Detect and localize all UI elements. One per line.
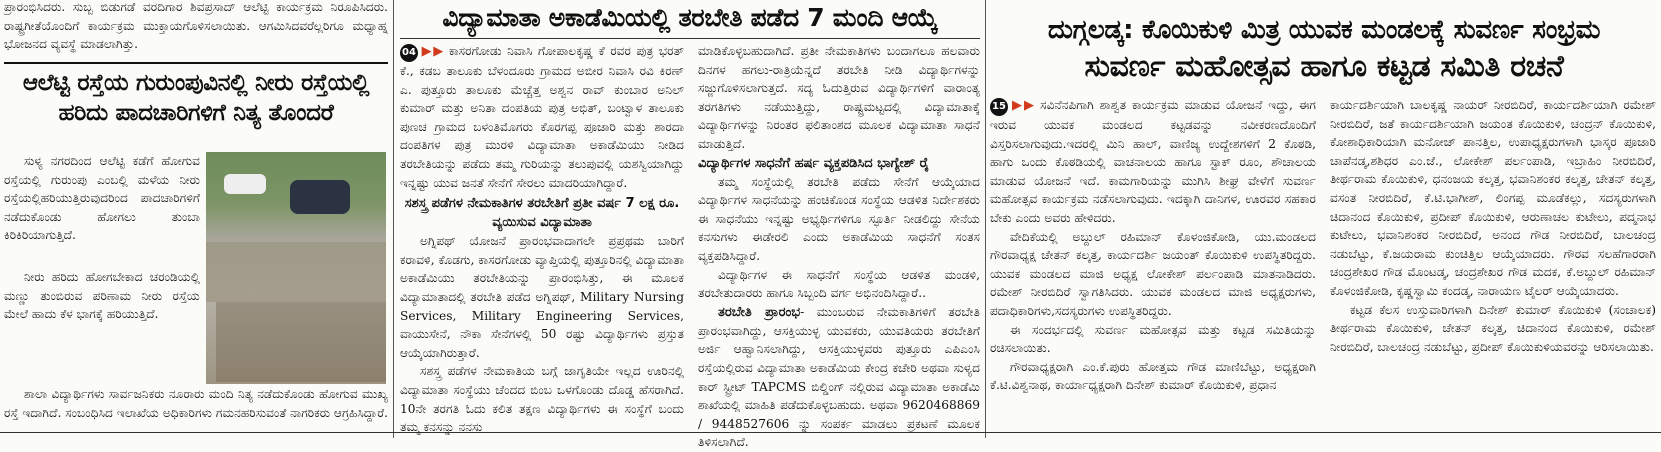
headline-underline bbox=[400, 38, 980, 39]
story-text: ಸಶಸ್ತ್ರ ಪಡೆಗಳ ನೇಮಕಾತಿಯ ಬಗ್ಗೆ ಜಾಗೃತಿಯೇ ಇಲ್ಲದ ಊರಿನಲ್ಲಿ ವಿದ್ಯಾಮಾತಾ ಸಂಸ್ಥೆಯು ಚೆಂದದ ಬಿಂಬ ಒಳಗೊಂಡು ದೊಡ್ಡ ಹೆಸರಾಗಿದೆ. 10ನೇ ತರಗತಿ ಓದು ಕಲಿತ ತಕ್ಷಣ ವಿದ್ಯಾರ್ಥಿಗಳು ಈ ಸಂಸ್ಥೆಗೆ ಬಂದು ತಮ್ಮ ಕನಸನ್ನು ನನಸು bbox=[400, 364, 684, 435]
column-middle bbox=[400, 0, 980, 450]
headline-line: ಹರಿದು ಪಾದಚಾರಿಗಳಿಗೆ ನಿತ್ಯ ತೊಂದರೆ bbox=[58, 100, 334, 127]
story-text: ಕಾರ್ಯದರ್ಶಿಯಾಗಿ ಬಾಲಕೃಷ್ಣ ನಾಯರ್ ನೀರಬಿದಿರೆ, ಕಾರ್ಯದರ್ಶಿಯಾಗಿ ರಮೇಶ್ ನೀರಬಿದಿರೆ, ಜತೆ ಕಾರ್ಯದರ್ಶಿಯಾಗಿ ಜಯಂತ ಕೊಯಿಕುಳಿ, ಚಂದ್ರನ್ ಕೊಯಿಕುಳಿ, ಕೋಶಾಧಿಕಾರಿಯಾಗಿ ಮನೋಜ್ ಪಾನತ್ತಿಲ, ಉಪಾಧ್ಯಕ್ಷರುಗಳಾಗಿ ಭಾಸ್ಕರ ಪೂಜಾರಿ ಚಾಪೆನಡ್ಕ,ಶಶಿಧರ ಎಂ.ಜೆ., ಲೋಕೇಶ್ ಪರ್ಲಂಪಾಡಿ, ಇಬ್ರಾಹಿಂ ನೀರಬಿದಿರೆ, ತೀರ್ಥರಾಮ ಕೊಯಿಕುಳಿ, ಧನಂಜಯ ಕಲ್ಕತ್ತ, ಭವಾನಿಶಂಕರ ಕಲ್ಕತ್ತ, ಚೇತನ್ ಕಲ್ಕತ್ತ, ವಸಂತ ನೀರಬಿದಿರೆ, ಕೆ.ಟಿ.ಭಾಗೀಶ್, ಲಿಂಗಪ್ಪ ಮೂಡೆಕಲ್ಲು, ಸದಸ್ಯರುಗಳಾಗಿ ಚಿದಾನಂದ ಕೊಯಿಕುಳಿ, ಪ್ರದೀಪ್ ಕೊಯಿಕುಳಿ, ಆರುಣಾಚಲ ಕುಟೇಲು, ಪದ್ಮನಾಭ ಕುಟೇಲು, ಭವಾನಿಶಂಕರ ನೀರಬಿದಿರೆ, ಅನಂದ ಗೌಡ ನೀರಬಿದಿರೆ, ಬಾಲಚಂದ್ರ ನಡುಬೆಟ್ಟು, ಕೆ.ಜಯರಾಮ ಕುಂಚಿತ್ತಿಲ ಆಯ್ಕೆಯಾದರು. ಗೌರವ ಸಲಹೆಗಾರರಾಗಿ ಚಂದ್ರಶೇಖರ ಗೌಡ ಮೊಂಟಡ್ಕ, ಚಂದ್ರಶೇಖರ ಗೌಡ ಮದಕ, ಕೆ.ಅಬ್ದುಲ್ ರಹಿಮಾನ್ ಕೊಳಂಜಿಕೋಡಿ, ಕೃಷ್ಣಸ್ವಾಮಿ ಕಂದಡ್ಕ, ನಾರಾಯಣ ಟೈಲರ್ ಆಯ್ಕೆಯಾದರು. bbox=[1330, 98, 1656, 298]
car-dark bbox=[290, 180, 350, 214]
arrow-marker-icon: ▶▶ bbox=[420, 44, 445, 59]
story-text: ಸುಳ್ಯ ನಗರದಿಂದ ಆಲೆಟ್ಟಿ ಕಡೆಗೆ ಹೋಗುವ ರಸ್ತೆಯಲ್ಲಿ ಗುರುಂಪು ಎಂಬಲ್ಲಿ ಮಳೆಯ ನೀರು ರಸ್ತೆಯಲ್ಲಿಹರಿಯುತ್ತಿರುವುದರಿಂದ ಪಾದಚಾರಿಗಳಿಗೆ ನಡೆದುಕೊಂಡು ಹೋಗಲು ತುಂಬಾ ಕಿರಿಕಿರಿಯಾಗುತ್ತಿದೆ. bbox=[4, 154, 200, 243]
section-subhead: ವಿದ್ಯಾರ್ಥಿಗಳ ಸಾಧನೆಗೆ ಹರ್ಷ ವ್ಯಕ್ತಪಡಿಸಿದ ಭಾಗ್ಯೇಶ್ ರೈ bbox=[698, 155, 930, 171]
inline-subhead: ತರಬೇತಿ ಪ್ರಾರಂಭ bbox=[718, 304, 801, 320]
article-left-column bbox=[990, 96, 1316, 395]
lead-text: ಕಾಸರಗೋಡು ನಿವಾಸಿ ಗೋಪಾಲಕೃಷ್ಣ ಕೆ ರವರ ಪುತ್ರ ಭರತ್ ಕೆ., ಕಡಬ ತಾಲೂಕು ಬೆಳಂದೂರು ಗ್ರಾಮದ ಅಬೀರ ನಿವಾಸಿ ರವಿ ಕಿರಣ್ ಎ. ಪುತ್ತೂರು ತಾಲೂಕು ಮೆಚ್ಚೆತ್ತ ಅಶ್ವನ ರಾವ್ ಕುಂಬಾರ ಅನಿಲ್ ಕುಮಾರ್ ಮತ್ತು ಅನಿತಾ ದಂಪತಿಯ ಪುತ್ರ ಅಭಿತ್, ಬಂಟ್ವಾಳ ತಾಲೂಕು ಪುಣಚ ಗ್ರಾಮದ ಬಳಂತಿಮೊಗರು ಕೊರಗಪ್ಪ ಪೂಜಾರಿ ಮತ್ತು ಶಾರದಾ ದಂಪತಿಗಳ ಪುತ್ರ ಮುರಳಿ ವಿದ್ಯಾಮಾತಾ ಅಕಾಡೆಮಿಯು ನೀಡಿದ ತರಬೇತಿಯನ್ನು ಪಡೆದು ತಮ್ಮ ಗುರಿಯನ್ನು ತಲುಪುವಲ್ಲಿ ಯಶಸ್ವಿಯಾಗಿದ್ದು ಇನ್ನಷ್ಟು ಯುವ ಜನತೆ ಸೇನೆಗೆ ಸೇರಲು ಮಾದರಿಯಾಗಿದ್ದಾರೆ. bbox=[400, 44, 684, 190]
story-text: ಶಾಲಾ ವಿದ್ಯಾರ್ಥಿಗಳು ಸಾರ್ವಜನಿಕರು ನೂರಾರು ಮಂದಿ ನಿತ್ಯ ನಡೆದುಕೊಂಡು ಹೋಗುವ ಮುಖ್ಯ ರಸ್ತೆ ಇದಾಗಿದೆ. ಸಂಬಂಧಿಸಿದ ಇಲಾಖೆಯ ಅಧಿಕಾರಿಗಳು ಗಮನಹರಿಸುವಂತೆ ನಾಗರಿಕರು ಆಗ್ರಹಿಸಿದ್ದಾರೆ. bbox=[4, 387, 389, 420]
story-text: ಕಟ್ಟಡ ಕೆಲಸ ಉಸ್ತುವಾರಿಗಳಾಗಿ ದಿನೇಶ್ ಕುಮಾರ್ ಕೊಯಿಕುಳಿ (ಸಂಚಾಲಕ) ತೀರ್ಥರಾಮ ಕೊಯಿಕುಳಿ, ಚೇತನ್ ಕಲ್ಕತ್ತ, ಚಿದಾನಂದ ಕೊಯಿಕುಳಿ, ರಮೇಶ್ ನೀರಬಿದಿರೆ, ಬಾಲಚಂದ್ರ ನಡುಬೆಟ್ಟು, ಪ್ರದೀಪ್ ಕೊಯಿಕುಳಿಯವರನ್ನು ಆರಿಸಲಾಯಿತು. bbox=[1330, 302, 1656, 354]
article-left-column bbox=[400, 42, 684, 437]
story-headline bbox=[4, 70, 388, 127]
story-text: ತಮ್ಮ ಸಂಸ್ಥೆಯಲ್ಲಿ ತರಬೇತಿ ಪಡೆದು ಸೇನೆಗೆ ಆಯ್ಕೆಯಾದ ವಿದ್ಯಾರ್ಥಿಗಳ ಸಾಧನೆಯನ್ನು ಹಂಚಿಕೊಂಡ ಸಂಸ್ಥೆಯ ಆಡಳಿತ ನಿರ್ದೇಶಕರು ಈ ಸಾಧನೆಯು ಇನ್ನಷ್ಟು ಅಭ್ಯರ್ಥಿಗಳಿಗೂ ಸ್ಫೂರ್ತಿ ನೀಡಲಿದ್ದು ಸೇನೆಯ ಕನಸುಗಳು ಈಡೇರಲಿ ಎಂದು ಅಕಾಡೆಮಿಯ ಸಾಧನೆಗೆ ಸಂತಸ ವ್ಯಕ್ತಪಡಿಸಿದ್ದಾರೆ. bbox=[698, 174, 980, 263]
story-text: ಮಾಡಿಕೊಳ್ಳಬಹುದಾಗಿದೆ. ಪ್ರತೀ ನೇಮಕಾತಿಗಳು ಬಂದಾಗಲೂ ಹಲವಾರು ದಿನಗಳ ಹಗಲು-ರಾತ್ರಿಯೆನ್ನದೆ ತರಬೇತಿ ನೀಡಿ ವಿದ್ಯಾರ್ಥಿಗಳನ್ನು ಸಜ್ಜುಗೊಳಿಸಲಾಗುತ್ತದೆ. ಸದ್ಯ ಓದುತ್ತಿರುವ ವಿದ್ಯಾರ್ಥಿಗಳಿಗೆ ವಾರಾಂತ್ಯ ತರಗತಿಗಳು ನಡೆಯುತ್ತಿದ್ದು, ರಾಷ್ಟ್ರಮಟ್ಟದಲ್ಲಿ ವಿದ್ಯಾಮಾತಾಕ್ಕೆ ವಿದ್ಯಾರ್ಥಿಗಳನ್ನು ನಿರಂತರ ಫಲಿತಾಂಶದ ಮೂಲಕ ವಿದ್ಯಾಮಾತಾ ಸಾಧನೆ ಮಾಡುತ್ತಿದೆ. bbox=[698, 44, 980, 151]
story-text: ವಿದ್ಯಾರ್ಥಿಗಳ ಈ ಸಾಧನೆಗೆ ಸಂಸ್ಥೆಯ ಆಡಳಿತ ಮಂಡಳಿ, ತರಬೇತುದಾರರು ಹಾಗೂ ಸಿಬ್ಬಂದಿ ವರ್ಗ ಅಭಿನಂದಿಸಿದ್ದಾರೆ.. bbox=[698, 267, 980, 301]
article-right-column bbox=[698, 42, 980, 452]
page-number-badge: 04 bbox=[400, 44, 418, 62]
lead-paragraph bbox=[400, 42, 684, 192]
lead-paragraph bbox=[990, 96, 1316, 228]
article-right-column bbox=[1330, 96, 1656, 356]
story-headline: ವಿದ್ಯಾಮಾತಾ ಅಕಾಡೆಮಿಯಲ್ಲಿ ತರಬೇತಿ ಪಡೆದ 7 ಮಂದಿ ಆಯ್ಕೆ bbox=[442, 3, 938, 32]
column-right bbox=[990, 0, 1658, 432]
story-text: ನೀರು ಹರಿದು ಹೋಗಬೇಕಾದ ಚರಂಡಿಯಲ್ಲಿ ಮಣ್ಣು ತುಂಬಿರುವ ಪರಿಣಾಮ ನೀರು ರಸ್ತೆಯ ಮೇಲೆ ಹಾದು ಕೆಳ ಭಾಗಕ್ಕೆ ಹರಿಯುತ್ತಿದೆ. bbox=[4, 270, 200, 322]
story-text: ಈ ಸಂದರ್ಭದಲ್ಲಿ ಸುವರ್ಣ ಮಹೋತ್ಸವ ಮತ್ತು ಕಟ್ಟಡ ಸಮಿತಿಯನ್ನು ರಚಿಸಲಾಯಿತು. bbox=[990, 322, 1316, 356]
road-surface bbox=[216, 302, 386, 382]
story-headline bbox=[990, 16, 1658, 84]
top-paragraph: ಪ್ರಾರಂಭಿಸಿದರು. ಸುಬ್ಬ ಬಿಡುಗಡೆ ವರದಿಗಾರ ಶಿವಪ್ರಸಾದ್ ಆಲೆಟ್ಟಿ ಕಾರ್ಯಕ್ರಮ ನಿರೂಪಿಸಿದರು. ರಾಷ್ಟ್ರಗೀತೆಯೊಂದಿಗೆ ಕಾರ್ಯಕ್ರಮ ಮುಕ್ತಾಯಗೊಳಿಸಲಾಯಿತು. ಆಗಮಿಸಿದವರೆಲ್ಲರಿಗೂ ಮಧ್ಯಾಹ್ನ ಭೋಜನದ ವ್ಯವಸ್ಥೆ ಮಾಡಲಾಗಿತ್ತು. bbox=[4, 0, 388, 52]
section-subhead: ಸಶಸ್ತ್ರ ಪಡೆಗಳ ನೇಮಕಾತಿಗಳ ತರಬೇತಿಗೆ ಪ್ರತೀ ವರ್ಷ 7 ಲಕ್ಷ ರೂ. ವ್ಯಯಿಸುವ ವಿದ್ಯಾಮಾತಾ bbox=[404, 196, 680, 231]
story-text: ಅಗ್ನಿಪಥ್ ಯೋಜನೆ ಪ್ರಾರಂಭವಾದಾಗಲೇ ಪ್ರಪ್ರಥಮ ಬಾರಿಗೆ ಕರಾವಳಿ, ಕೊಡಗು, ಕಾಸರಗೋಡು ವ್ಯಾಪ್ತಿಯಲ್ಲಿ ಪುತ್ತೂರಿನಲ್ಲಿ ವಿದ್ಯಾಮಾತಾ ಅಕಾಡೆಮಿಯು ತರಬೇತಿಯನ್ನು ಪ್ರಾರಂಭಿಸಿತ್ತು, ಈ ಮೂಲಕ ವಿದ್ಯಾಮಾತಾದಲ್ಲಿ ತರಬೇತಿ ಪಡೆದ ಅಗ್ನಿಪಥ್, Military Nursing Services, Military Engineering Services, ವಾಯುಸೇನೆ, ನೌಕಾ ಸೇನೆಗಳಲ್ಲಿ 50 ರಷ್ಟು ವಿದ್ಯಾರ್ಥಿಗಳು ಪ್ರಸ್ತುತ ಆಯ್ಕೆಯಾಗಿರುತ್ತಾರೆ. bbox=[400, 234, 684, 360]
road-photo bbox=[206, 152, 386, 384]
story-text bbox=[698, 303, 980, 452]
car-white bbox=[224, 174, 266, 194]
story-text-body: ಮುಂಬರುವ ನೇಮಕಾತಿಗಳಿಗೆ ತರಬೇತಿ ಪ್ರಾರಂಭವಾಗಿದ್ದು, ಆಸಕ್ತಿಯುಳ್ಳ ಯುವಕರು, ಯುವತಿಯರು ತರಬೇತಿಗೆ ಅರ್ಜಿ ಆಹ್ವಾನಿಸಲಾಗಿದ್ದು, ಆಸಕ್ತಿಯುಳ್ಳವರು ಪುತ್ತೂರು ಎಪಿಎಂಸಿ ರಸ್ತೆಯಲ್ಲಿರುವ ವಿದ್ಯಾಮಾತಾ ಅಕಾಡೆಮಿಯ ಕೇಂದ್ರ ಕಚೇರಿ ಅಥವಾ ಸುಳ್ಯದ ಕಾರ್ ಸ್ಟ್ರೀಟ್ TAPCMS ಬಿಲ್ಡಿಂಗ್ ನಲ್ಲಿರುವ ವಿದ್ಯಾಮಾತಾ ಅಕಾಡೆಮಿ ಶಾಖೆಯಲ್ಲಿ ಮಾಹಿತಿ ಪಡೆದುಕೊಳ್ಳಬಹುದು. ಅಥವಾ 9620468869 / 9448527606 ನ್ನು ಸಂಪರ್ಕ ಮಾಡಲು ಪ್ರಕಟಣೆ ಮೂಲಕ ತಿಳಿಸಲಾಗಿದೆ. bbox=[698, 304, 980, 450]
water-on-road bbox=[206, 242, 386, 302]
headline-line: ದುಗ್ಗಲಡ್ಕ: ಕೊಯಿಕುಳಿ ಮಿತ್ರ ಯುವಕ ಮಂಡಲಕ್ಕೆ ಸುವರ್ಣ ಸಂಭ್ರಮ bbox=[1047, 15, 1601, 45]
page-number-badge: 15 bbox=[990, 98, 1008, 116]
dash: - bbox=[800, 304, 817, 319]
lead-text: ಸವಿನೆನಪಿಗಾಗಿ ಶಾಶ್ವತ ಕಾರ್ಯಕ್ರಮ ಮಾಡುವ ಯೋಜನೆ ಇದ್ದು, ಈಗ ಇರುವ ಯುವಕ ಮಂಡಲದ ಕಟ್ಟಡವನ್ನು ನವೀಕರಣದೊಂದಿಗೆ ವಿಸ್ತರಿಸಲಾಗುವುದು.ಇದರಲ್ಲಿ ಮಿನಿ ಹಾಲ್, ವಾಣಿಜ್ಯ ಉದ್ದೇಶಗಳಿಗೆ 2 ಕೊಠಡಿ, ಹಾಗು ಒಂದು ಕೊಠಡಿಯಲ್ಲಿ ವಾಚನಾಲಯ ಹಾಗೂ ಸ್ಟಾಕ್ ರೂಂ, ಶೌಚಾಲಯ ಮಾಡುವ ಯೋಜನೆ ಇದೆ. ಕಾಮಗಾರಿಯನ್ನು ಮುಗಿಸಿ ಶೀಘ್ರ ವೇಳೆಗೆ ಸುವರ್ಣ ಮಹೋತ್ಸವ ಕಾರ್ಯಕ್ರಮ ನಡೆಸಲಾಗುವುದು. ಇದಕ್ಕಾಗಿ ದಾನಿಗಳ, ಊರವರ ಸಹಕಾರ ಬೇಕು ಎಂದು ಅವರು ಹೇಳಿದರು. bbox=[990, 98, 1316, 225]
arrow-marker-icon: ▶▶ bbox=[1010, 98, 1037, 113]
story-text: ವೇದಿಕೆಯಲ್ಲಿ ಅಬ್ದುಲ್ ರಹಿಮಾನ್ ಕೊಳಂಜಿಕೋಡಿ, ಯು.ಮಂಡಲದ ಗೌರವಾಧ್ಯಕ್ಷ ಚೇತನ್ ಕಲ್ಕತ್ತ, ಕಾರ್ಯದರ್ಶಿ ಜಯಂತ್ ಕೊಯಿಕುಳಿ ಉಪಸ್ಥಿತರಿದ್ದರು. ಯುವಕ ಮಂಡಲದ ಮಾಜಿ ಅಧ್ಯಕ್ಷ ಲೋಕೇಶ್ ಪರ್ಲಂಪಾಡಿ ಮಾತನಾಡಿದರು. ರಮೇಶ್ ನೀರಬಿದಿರೆ ಸ್ವಾಗತಿಸಿದರು. ಯುವಕ ಮಂಡಲದ ಮಾಜಿ ಅಧ್ಯಕ್ಷರುಗಳು, ಪದಾಧಿಕಾರಿಗಳು,ಸದಸ್ಯರುಗಳು ಉಪಸ್ಥಿತರಿದ್ದರು. bbox=[990, 229, 1316, 318]
headline-line: ಆಲೆಟ್ಟಿ ರಸ್ತೆಯ ಗುರುಂಪುವಿನಲ್ಲಿ ನೀರು ರಸ್ತೆಯಲ್ಲಿ bbox=[22, 70, 370, 96]
column-divider bbox=[393, 0, 394, 438]
headline-line: ಸುವರ್ಣ ಮಹೋತ್ಸವ ಹಾಗೂ ಕಟ್ಟಡ ಸಮಿತಿ ರಚನೆ bbox=[1084, 48, 1564, 84]
story-divider bbox=[4, 62, 388, 64]
column-divider bbox=[985, 0, 986, 438]
story-text: ಗೌರವಾಧ್ಯಕ್ಷರಾಗಿ ಎಂ.ಕೆ.ಪುರು ಹೋತ್ತಮ ಗೌಡ ಮಾಣಿಬೆಟ್ಟು, ಅಧ್ಯಕ್ಷರಾಗಿ ಕೆ.ಟಿ.ವಿಶ್ವನಾಥ, ಕಾರ್ಯಾಧ್ಯಕ್ಷರಾಗಿ ದಿನೇಶ್ ಕುಮಾರ್ ಕೊಯಿಕುಳಿ, ಪ್ರಧಾನ bbox=[990, 359, 1316, 393]
